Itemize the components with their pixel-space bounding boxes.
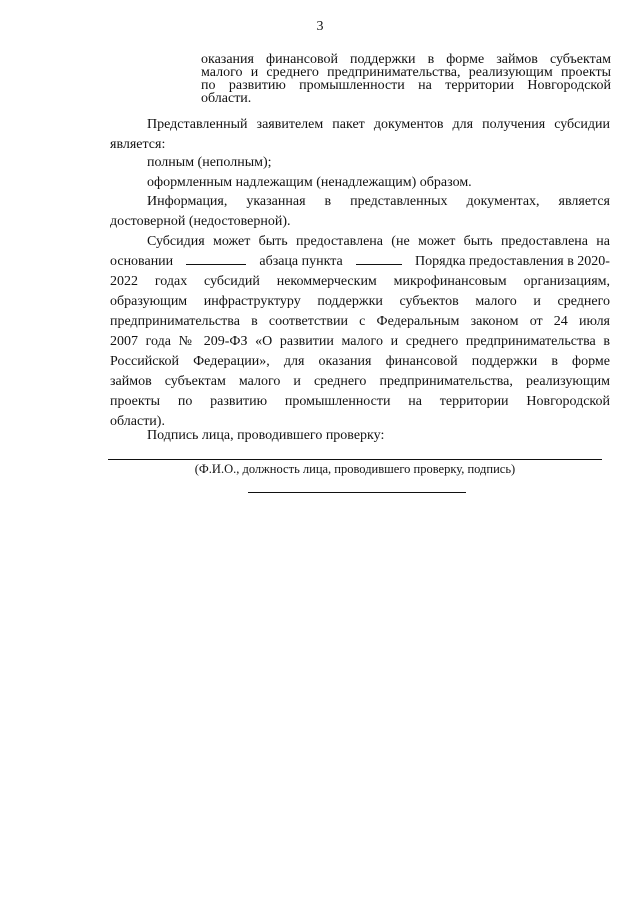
complete-text: полным (неполным); (147, 155, 272, 170)
package-paragraph (110, 115, 610, 155)
subsidy-line-1: Субсидия может быть предоставлена (не может быть предоставлена на (147, 234, 610, 249)
subsidy-paragraph (110, 232, 610, 432)
subsidy-line-8: займов субъектам малого и среднего предпринимательства, реализующим (110, 374, 610, 389)
subsidy-line-5: предпринимательства в соответствии с Федеральным законом от 24 июля (110, 314, 610, 329)
subsidy-line-7: Российской Федерации», для оказания финансовой поддержки в форме (110, 354, 610, 369)
subsidy-procedure-label: Порядка предоставления в 2020- (414, 254, 610, 269)
heading-line: области. (201, 91, 252, 106)
info-line-2: достоверной (недостоверной). (110, 214, 291, 229)
package-line-1: Представленный заявителем пакет документов для получения субсидии (147, 117, 610, 132)
formatted-option (110, 173, 610, 193)
subsidy-line-3: 2022 годах субсидий некоммерческим микрофинансовым организациям, (110, 274, 610, 289)
page-number: 3 (316, 19, 324, 34)
package-line-2: является: (110, 137, 166, 152)
signature-caption: (Ф.И.О., должность лица, проводившего проверку, подпись) (194, 462, 516, 476)
signature-prompt-block (110, 426, 610, 446)
subsidy-line-10: области). (110, 414, 165, 429)
formatted-text: оформленным надлежащим (ненадлежащим) образом. (147, 175, 472, 190)
signature-line[interactable] (108, 459, 602, 460)
signature-prompt: Подпись лица, проводившего проверку: (147, 428, 385, 443)
paragraph-blank-field[interactable] (186, 252, 246, 265)
heading-line: по развитию промышленности на территории Новгородской (201, 78, 611, 93)
info-line-1: Информация, указанная в представленных документах, является (147, 194, 610, 209)
subsidy-clause-label: абзаца пункта (259, 254, 343, 269)
subsidy-line-9: проекты по развитию промышленности на территории Новгородской (110, 394, 610, 409)
complete-option (110, 153, 610, 173)
info-paragraph (110, 192, 610, 232)
subsidy-basis-label: основании (110, 254, 174, 269)
clause-blank-field[interactable] (356, 252, 402, 265)
heading-line: оказания финансовой поддержки в форме займов субъектам (201, 52, 611, 67)
heading-continuation (201, 53, 611, 105)
subsidy-line-4: образующим инфраструктуру поддержки субъектов малого и среднего (110, 294, 610, 309)
closing-rule (248, 492, 466, 493)
heading-line: малого и среднего предпринимательства, реализующим проекты (201, 65, 611, 80)
subsidy-line-6: 2007 года № 209-ФЗ «О развитии малого и среднего предпринимательства в (110, 334, 610, 349)
subsidy-line-2 (110, 252, 610, 272)
